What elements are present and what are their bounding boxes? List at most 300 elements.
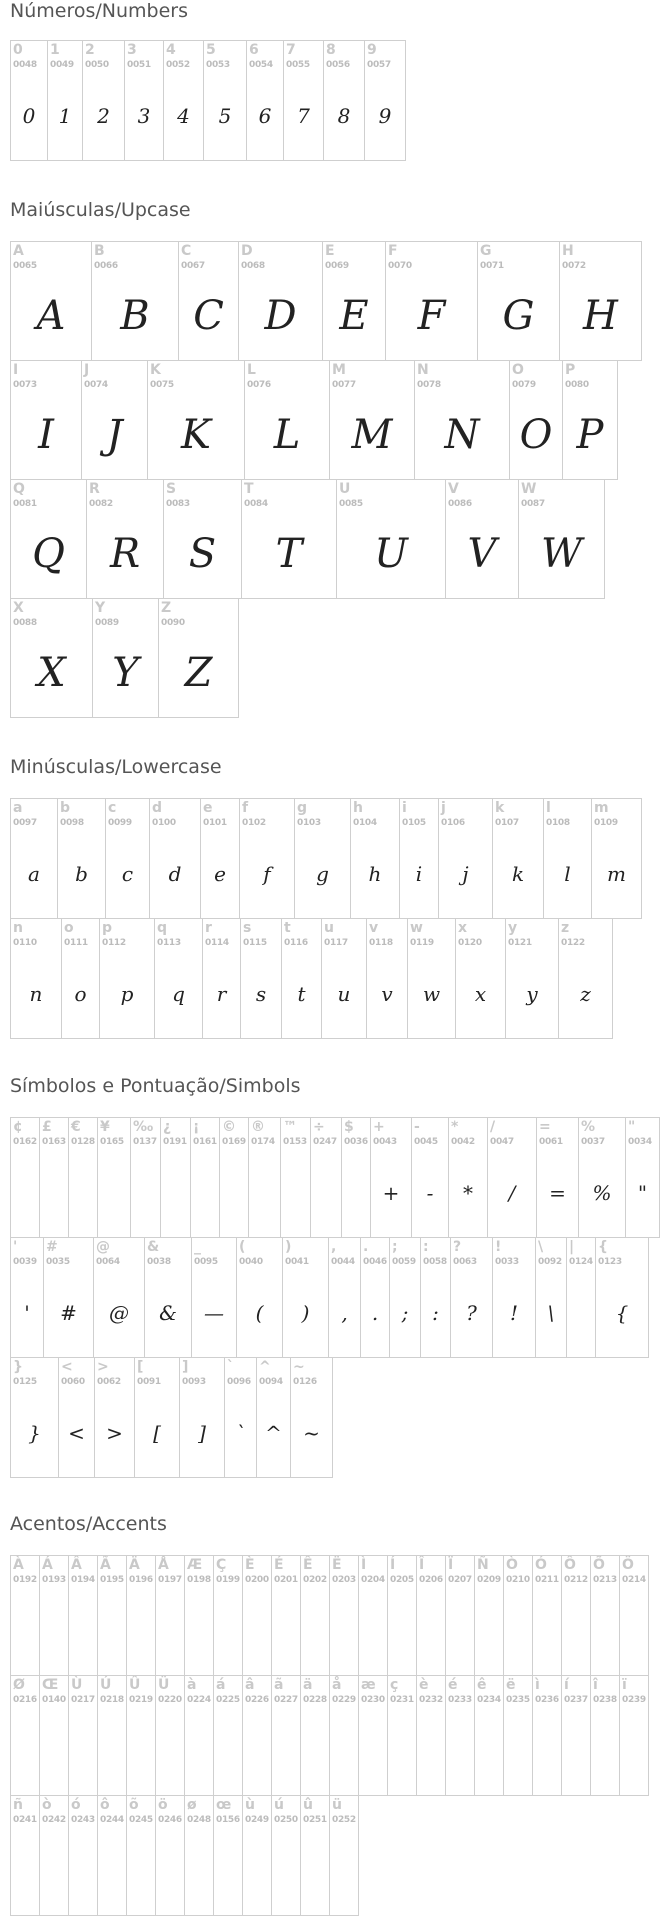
glyph-char-label: 9 xyxy=(367,42,377,58)
glyph-char-label: Z xyxy=(161,600,172,616)
glyph-char-label: u xyxy=(324,920,334,936)
glyph-code-label: 0063 xyxy=(453,1257,477,1267)
glyph-char-label: á xyxy=(216,1677,226,1693)
glyph-row xyxy=(10,1357,659,1477)
glyph-cell xyxy=(179,1357,225,1478)
glyph-sample xyxy=(359,1710,387,1791)
glyph-sample: O xyxy=(519,412,553,458)
glyph-code-label: 0056 xyxy=(326,60,350,70)
glyph-sample xyxy=(185,1590,213,1671)
glyph-code-label: 0123 xyxy=(598,1257,622,1267)
glyph-code-label: 0140 xyxy=(42,1695,66,1705)
glyph-sample: ? xyxy=(466,1300,477,1325)
glyph-char-label: Ö xyxy=(622,1557,634,1573)
glyph-cell xyxy=(414,360,510,480)
glyph-sample xyxy=(475,1710,503,1791)
glyph-sample: ^ xyxy=(265,1420,282,1445)
glyph-char-label: ú xyxy=(274,1797,284,1813)
glyph-code-label: 0072 xyxy=(562,261,586,271)
glyph-cell xyxy=(203,40,247,161)
glyph-cell xyxy=(82,40,125,161)
glyph-cell xyxy=(246,40,284,161)
glyph-char-label: 7 xyxy=(286,42,296,58)
glyph-sample xyxy=(311,1152,341,1233)
glyph-sample: > xyxy=(106,1420,123,1445)
glyph-code-label: 0046 xyxy=(363,1257,387,1267)
glyph-code-label: 0076 xyxy=(247,380,271,390)
glyph-sample: 5 xyxy=(218,103,232,128)
glyph-code-label: 0078 xyxy=(417,380,441,390)
glyph-code-label: 0041 xyxy=(285,1257,309,1267)
glyph-cell xyxy=(147,360,245,480)
glyph-char-label: G xyxy=(480,243,492,259)
glyph-cell xyxy=(366,918,408,1039)
glyph-sample xyxy=(388,1710,416,1791)
glyph-char-label: < xyxy=(61,1359,73,1375)
glyph-char-label: j xyxy=(441,800,446,816)
glyph-char-label: å xyxy=(332,1677,342,1693)
glyph-sample: K xyxy=(181,412,211,458)
glyph-sample xyxy=(98,1590,126,1671)
glyph-sample xyxy=(69,1710,97,1791)
glyph-sample xyxy=(281,1152,310,1233)
glyph-code-label: 0232 xyxy=(419,1695,443,1705)
glyph-code-label: 0085 xyxy=(339,499,363,509)
glyph-char-label: Y xyxy=(95,600,106,616)
glyph-char-label: ¿ xyxy=(163,1119,172,1135)
glyph-cell xyxy=(39,1675,69,1796)
glyph-cell xyxy=(341,1117,371,1238)
glyph-code-label: 0163 xyxy=(42,1137,66,1147)
glyph-cell xyxy=(184,1555,214,1676)
glyph-cell xyxy=(10,1237,44,1358)
glyph-char-label: P xyxy=(565,362,576,378)
glyph-sample: @ xyxy=(109,1300,129,1325)
glyph-code-label: 0245 xyxy=(129,1815,153,1825)
glyph-sample: y xyxy=(526,981,538,1006)
glyph-sample: u xyxy=(337,981,351,1006)
glyph-cell xyxy=(178,241,239,361)
glyph-char-label: Œ xyxy=(42,1677,59,1693)
glyph-cell xyxy=(92,598,159,718)
glyph-char-label: ` xyxy=(227,1359,234,1375)
glyph-sample xyxy=(562,1590,590,1671)
glyph-sample: v xyxy=(381,981,393,1006)
glyph-char-label: ó xyxy=(71,1797,81,1813)
glyph-sample xyxy=(214,1590,242,1671)
glyph-char-label: o xyxy=(64,920,74,936)
glyph-code-label: 0039 xyxy=(13,1257,37,1267)
glyph-cell xyxy=(158,598,239,718)
glyph-cell xyxy=(358,1675,388,1796)
glyph-cell xyxy=(492,1237,536,1358)
glyph-code-label: 0239 xyxy=(622,1695,646,1705)
glyph-sample xyxy=(272,1710,300,1791)
glyph-cell xyxy=(163,40,204,161)
glyph-char-label: & xyxy=(147,1239,160,1255)
glyph-code-label: 0156 xyxy=(216,1815,240,1825)
glyph-char-label: S xyxy=(166,481,177,497)
glyph-cell xyxy=(399,798,439,919)
glyph-code-label: 0118 xyxy=(369,938,393,948)
glyph-char-label: J xyxy=(84,362,90,378)
glyph-cell xyxy=(163,479,242,599)
glyph-code-label: 0093 xyxy=(182,1377,206,1387)
glyph-code-label: 0070 xyxy=(388,261,412,271)
glyph-cell xyxy=(10,1795,40,1916)
glyph-char-label: @ xyxy=(96,1239,110,1255)
glyph-sample xyxy=(69,1830,97,1911)
glyph-char-label: ê xyxy=(477,1677,487,1693)
glyph-cell xyxy=(57,798,106,919)
glyph-cell xyxy=(39,1117,69,1238)
glyph-cell xyxy=(509,360,563,480)
glyph-cell xyxy=(389,1237,421,1358)
glyph-code-label: 0204 xyxy=(361,1575,385,1585)
glyph-code-label: 0077 xyxy=(332,380,356,390)
glyph-char-label: v xyxy=(369,920,379,936)
glyph-char-label: r xyxy=(205,920,212,936)
glyph-code-label: 0061 xyxy=(539,1137,563,1147)
glyph-code-label: 0067 xyxy=(181,261,205,271)
glyph-char-label: Í xyxy=(390,1557,396,1573)
glyph-cell xyxy=(224,1357,257,1478)
glyph-sample xyxy=(249,1152,280,1233)
glyph-char-label: O xyxy=(512,362,524,378)
glyph-sample: b xyxy=(75,861,88,886)
glyph-char-label: p xyxy=(102,920,113,936)
glyph-code-label: 0092 xyxy=(538,1257,562,1267)
glyph-sample: S xyxy=(188,531,217,577)
glyph-sample: o xyxy=(74,981,87,1006)
glyph-sample: 0 xyxy=(22,103,36,128)
glyph-char-label: ( xyxy=(239,1239,246,1255)
glyph-cell xyxy=(492,798,544,919)
glyph-sample: 7 xyxy=(297,103,310,128)
glyph-cell xyxy=(134,1357,180,1478)
glyph-sample xyxy=(69,1152,97,1233)
glyph-code-label: 0079 xyxy=(512,380,536,390)
glyph-code-label: 0231 xyxy=(390,1695,414,1705)
glyph-sample: k xyxy=(511,861,525,886)
glyph-cell xyxy=(543,798,592,919)
glyph-code-label: 0075 xyxy=(150,380,174,390)
glyph-code-label: 0124 xyxy=(569,1257,593,1267)
glyph-sample xyxy=(40,1590,68,1671)
glyph-char-label: Æ xyxy=(187,1557,203,1573)
glyph-char-label: ® xyxy=(251,1119,265,1135)
glyph-char-label: Q xyxy=(13,481,25,497)
glyph-char-label: Á xyxy=(42,1557,53,1573)
glyph-sample xyxy=(11,1152,39,1233)
glyph-sample xyxy=(620,1710,648,1791)
glyph-sample xyxy=(161,1152,190,1233)
glyph-char-label: ô xyxy=(100,1797,110,1813)
glyph-sample xyxy=(185,1710,213,1791)
glyph-sample: [ xyxy=(153,1420,161,1445)
glyph-sample: A xyxy=(36,293,66,339)
glyph-char-label: Û xyxy=(129,1677,141,1693)
glyph-cell xyxy=(184,1675,214,1796)
glyph-code-label: 0064 xyxy=(96,1257,120,1267)
glyph-sample xyxy=(446,1710,474,1791)
glyph-code-label: 0102 xyxy=(242,818,266,828)
glyph-char-label: # xyxy=(46,1239,58,1255)
glyph-sample xyxy=(127,1590,155,1671)
glyph-code-label: 0237 xyxy=(564,1695,588,1705)
glyph-code-label: 0197 xyxy=(158,1575,182,1585)
glyph-char-label: f xyxy=(242,800,249,816)
glyph-cell xyxy=(474,1555,504,1676)
glyph-code-label: 0105 xyxy=(402,818,426,828)
glyph-cell xyxy=(10,360,82,480)
glyph-cell xyxy=(155,1675,185,1796)
glyph-char-label: è xyxy=(419,1677,429,1693)
glyph-cell xyxy=(445,1675,475,1796)
glyph-sample: J xyxy=(106,412,123,458)
glyph-code-label: 0100 xyxy=(152,818,176,828)
glyph-char-label: õ xyxy=(129,1797,139,1813)
glyph-cell xyxy=(321,918,367,1039)
glyph-cell xyxy=(126,1675,156,1796)
glyph-char-label: / xyxy=(490,1119,496,1135)
glyph-cell xyxy=(91,241,179,361)
glyph-code-label: 0198 xyxy=(187,1575,211,1585)
glyph-sample: 2 xyxy=(97,103,110,128)
glyph-char-label: R xyxy=(89,481,100,497)
glyph-code-label: 0082 xyxy=(89,499,113,509)
glyph-code-label: 0207 xyxy=(448,1575,472,1585)
glyph-sample xyxy=(388,1590,416,1671)
glyph-cell xyxy=(282,1237,329,1358)
glyph-char-label: q xyxy=(157,920,168,936)
glyph-code-label: 0094 xyxy=(259,1377,283,1387)
glyph-cell xyxy=(154,918,203,1039)
glyph-sample xyxy=(504,1710,532,1791)
glyph-char-label: g xyxy=(297,800,308,816)
glyph-code-label: 0104 xyxy=(353,818,377,828)
glyph-cell xyxy=(322,241,386,361)
glyph-code-label: 0196 xyxy=(129,1575,153,1585)
glyph-sample: V xyxy=(467,531,497,577)
glyph-code-label: 0103 xyxy=(297,818,321,828)
glyph-sample: Y xyxy=(112,650,139,696)
glyph-cell xyxy=(360,1237,390,1358)
glyph-code-label: 0248 xyxy=(187,1815,211,1825)
glyph-code-label: 0081 xyxy=(13,499,37,509)
glyph-cell xyxy=(68,1795,98,1916)
glyph-sample: P xyxy=(576,412,604,458)
glyph-code-label: 0033 xyxy=(495,1257,519,1267)
section-title-numbers: Números/Numbers xyxy=(10,0,188,22)
glyph-code-label: 0112 xyxy=(102,938,126,948)
glyph-cell xyxy=(242,1675,272,1796)
glyph-code-label: 0218 xyxy=(100,1695,124,1705)
glyph-sample: Q xyxy=(32,531,65,577)
glyph-char-label: à xyxy=(187,1677,197,1693)
glyph-code-label: 0122 xyxy=(561,938,585,948)
glyph-cell xyxy=(281,918,322,1039)
glyph-code-label: 0203 xyxy=(332,1575,356,1585)
glyph-sample: M xyxy=(351,412,393,458)
glyph-code-label: 0220 xyxy=(158,1695,182,1705)
glyph-cell xyxy=(10,798,58,919)
glyph-code-label: 0109 xyxy=(594,818,618,828)
glyph-sample xyxy=(98,1152,130,1233)
glyph-cell xyxy=(411,1117,449,1238)
glyph-sample: ( xyxy=(255,1300,264,1325)
section-title-accents: Acentos/Accents xyxy=(10,1513,167,1535)
glyph-cell xyxy=(202,918,241,1039)
glyph-char-label: | xyxy=(569,1239,575,1255)
glyph-char-label: Â xyxy=(71,1557,82,1573)
glyph-char-label: 8 xyxy=(326,42,336,58)
glyph-code-label: 0066 xyxy=(94,261,118,271)
glyph-cell xyxy=(242,1795,272,1916)
glyph-code-label: 0115 xyxy=(243,938,267,948)
glyph-sample: U xyxy=(374,531,408,577)
glyph-char-label: L xyxy=(247,362,256,378)
glyph-cell xyxy=(43,1237,94,1358)
glyph-code-label: 0050 xyxy=(85,60,109,70)
glyph-cell xyxy=(518,479,605,599)
glyph-code-label: 0111 xyxy=(64,938,88,948)
glyph-char-label: ü xyxy=(332,1797,342,1813)
glyph-code-label: 0044 xyxy=(331,1257,355,1267)
glyph-sample: L xyxy=(273,412,301,458)
glyph-sample: C xyxy=(193,293,224,339)
glyph-sample xyxy=(243,1590,271,1671)
glyph-char-label: ‰ xyxy=(133,1119,154,1135)
glyph-code-label: 0241 xyxy=(13,1815,37,1825)
glyph-char-label: € xyxy=(71,1119,81,1135)
glyph-char-label: F xyxy=(388,243,398,259)
glyph-cell xyxy=(58,1357,95,1478)
glyph-code-label: 0250 xyxy=(274,1815,298,1825)
glyph-char-label: M xyxy=(332,362,346,378)
glyph-code-label: 0071 xyxy=(480,261,504,271)
glyph-char-label: ¥ xyxy=(100,1119,110,1135)
glyph-cell xyxy=(350,798,400,919)
glyph-code-label: 0238 xyxy=(593,1695,617,1705)
glyph-sample xyxy=(156,1590,184,1671)
glyph-cell xyxy=(239,798,295,919)
glyph-grid-lowercase xyxy=(10,798,641,1038)
glyph-sample: ' xyxy=(24,1300,30,1325)
glyph-sample: B xyxy=(120,293,150,339)
glyph-cell xyxy=(190,1117,220,1238)
glyph-code-label: 0212 xyxy=(564,1575,588,1585)
glyph-cell xyxy=(126,1795,156,1916)
glyph-cell xyxy=(329,1555,359,1676)
glyph-code-label: 0252 xyxy=(332,1815,356,1825)
glyph-cell xyxy=(300,1675,330,1796)
glyph-cell xyxy=(10,918,62,1039)
glyph-sample xyxy=(591,1590,619,1671)
glyph-sample: p xyxy=(120,981,134,1006)
glyph-code-label: 0047 xyxy=(490,1137,514,1147)
glyph-code-label: 0096 xyxy=(227,1377,251,1387)
glyph-sample: G xyxy=(502,293,535,339)
glyph-code-label: 0174 xyxy=(251,1137,275,1147)
glyph-code-label: 0074 xyxy=(84,380,108,390)
glyph-char-label: © xyxy=(222,1119,236,1135)
glyph-row xyxy=(10,1795,648,1915)
glyph-sample xyxy=(446,1590,474,1671)
glyph-grid-symbols xyxy=(10,1117,659,1477)
glyph-char-label: , xyxy=(331,1239,337,1255)
glyph-code-label: 0059 xyxy=(392,1257,416,1267)
glyph-grid-accents xyxy=(10,1555,648,1915)
glyph-sample xyxy=(40,1152,68,1233)
glyph-sample: 8 xyxy=(337,103,351,128)
glyph-sample: q xyxy=(172,981,185,1006)
glyph-code-label: 0249 xyxy=(245,1815,269,1825)
glyph-char-label: \ xyxy=(538,1239,544,1255)
glyph-sample: * xyxy=(463,1180,473,1205)
glyph-char-label: X xyxy=(13,600,24,616)
glyph-char-label: T xyxy=(244,481,254,497)
glyph-sample: R xyxy=(109,531,141,577)
glyph-cell xyxy=(256,1357,291,1478)
glyph-code-label: 0235 xyxy=(506,1695,530,1705)
glyph-code-label: 0062 xyxy=(97,1377,121,1387)
glyph-code-label: 0210 xyxy=(506,1575,530,1585)
glyph-cell xyxy=(561,1555,591,1676)
glyph-cell xyxy=(387,1675,417,1796)
glyph-sample xyxy=(504,1590,532,1671)
glyph-char-label: ¢ xyxy=(13,1119,23,1135)
glyph-char-label: ì xyxy=(535,1677,540,1693)
glyph-cell xyxy=(535,1237,567,1358)
glyph-code-label: 0038 xyxy=(147,1257,171,1267)
glyph-cell xyxy=(416,1675,446,1796)
glyph-sample: D xyxy=(264,293,297,339)
glyph-row xyxy=(10,1675,648,1795)
glyph-code-label: 0073 xyxy=(13,380,37,390)
glyph-cell xyxy=(124,40,164,161)
glyph-cell xyxy=(532,1675,562,1796)
glyph-sample: T xyxy=(275,531,303,577)
glyph-char-label: _ xyxy=(194,1239,201,1255)
glyph-sample: 1 xyxy=(58,103,72,128)
glyph-char-label: 4 xyxy=(166,42,176,58)
glyph-code-label: 0107 xyxy=(495,818,519,828)
glyph-code-label: 0214 xyxy=(622,1575,646,1585)
glyph-code-label: 0089 xyxy=(95,618,119,628)
glyph-code-label: 0060 xyxy=(61,1377,85,1387)
glyph-char-label: ; xyxy=(392,1239,398,1255)
glyph-sample xyxy=(185,1830,213,1911)
glyph-char-label: ò xyxy=(42,1797,52,1813)
glyph-char-label: = xyxy=(539,1119,551,1135)
glyph-char-label: . xyxy=(363,1239,369,1255)
glyph-char-label: æ xyxy=(361,1677,376,1693)
glyph-sample xyxy=(475,1590,503,1671)
glyph-cell xyxy=(97,1555,127,1676)
glyph-code-label: 0165 xyxy=(100,1137,124,1147)
glyph-sample: i xyxy=(415,861,423,886)
glyph-sample: < xyxy=(68,1420,85,1445)
glyph-code-label: 0040 xyxy=(239,1257,263,1267)
glyph-sample: ] xyxy=(198,1420,206,1445)
glyph-code-label: 0125 xyxy=(13,1377,37,1387)
glyph-cell xyxy=(448,1117,488,1238)
glyph-cell xyxy=(240,918,282,1039)
glyph-sample xyxy=(359,1590,387,1671)
glyph-code-label: 0153 xyxy=(283,1137,307,1147)
glyph-char-label: Ú xyxy=(100,1677,112,1693)
